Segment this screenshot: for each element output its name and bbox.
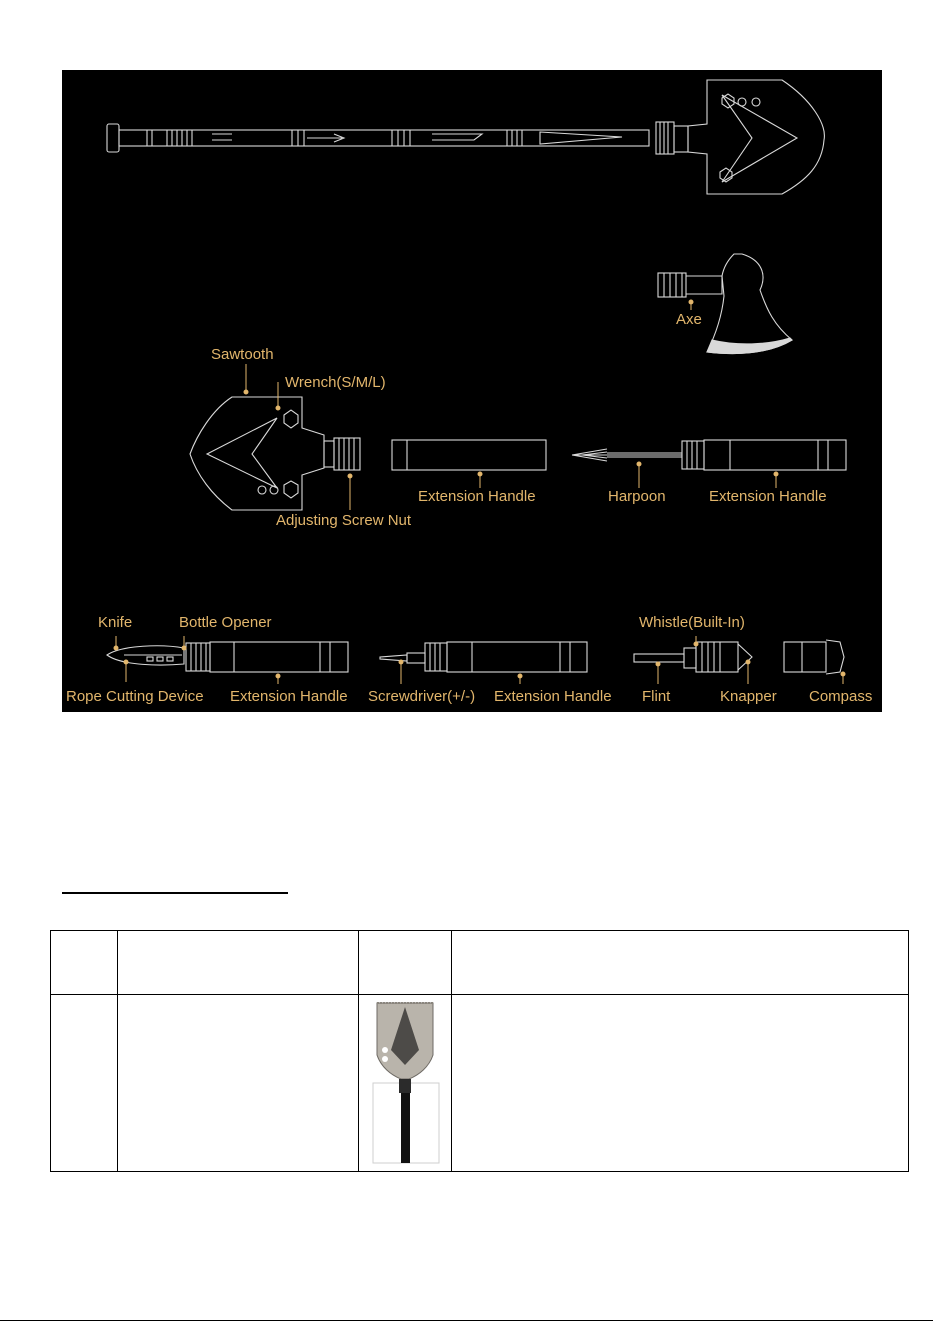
label-screwdriver: Screwdriver(+/-)	[368, 688, 476, 705]
table-row	[51, 995, 909, 1172]
table-cell	[452, 995, 909, 1172]
label-harpoon: Harpoon	[608, 488, 666, 505]
label-adjusting-screw-nut: Adjusting Screw Nut	[276, 512, 412, 529]
table-header-cell	[452, 931, 909, 995]
label-extension-handle-1: Extension Handle	[418, 488, 536, 505]
section-heading-underline	[62, 892, 288, 894]
harpoon-outline	[572, 440, 846, 470]
label-compass: Compass	[809, 688, 873, 705]
label-sawtooth: Sawtooth	[211, 346, 274, 363]
assembled-shovel-outline	[107, 80, 824, 194]
compass-outline	[784, 640, 844, 674]
label-axe: Axe	[676, 311, 702, 328]
table-header-cell	[359, 931, 452, 995]
table-header-row	[51, 931, 909, 995]
shovel-photo	[359, 995, 451, 1167]
table-cell	[51, 995, 118, 1172]
label-rope-cutting-device: Rope Cutting Device	[66, 688, 204, 705]
extension-handle-outline	[392, 440, 546, 470]
axe-outline	[658, 254, 792, 354]
tool-diagram	[62, 70, 882, 712]
label-knife: Knife	[98, 614, 133, 631]
label-bottle-opener: Bottle Opener	[179, 614, 272, 631]
knife-outline	[107, 642, 348, 672]
table-cell	[118, 995, 359, 1172]
table-cell-photo	[359, 995, 452, 1172]
flint-whistle-outline	[634, 642, 752, 672]
label-whistle: Whistle(Built-In)	[639, 614, 745, 631]
label-flint: Flint	[642, 688, 671, 705]
table-header-cell	[51, 931, 118, 995]
page-bottom-rule	[0, 1320, 933, 1321]
label-extension-handle-4: Extension Handle	[494, 688, 612, 705]
parts-table	[50, 930, 909, 1172]
screwdriver-outline	[380, 642, 587, 672]
table-header-cell	[118, 931, 359, 995]
label-extension-handle-2: Extension Handle	[709, 488, 827, 505]
label-wrench: Wrench(S/M/L)	[285, 374, 386, 391]
shovel-head-outline	[190, 397, 360, 510]
label-extension-handle-3: Extension Handle	[230, 688, 348, 705]
label-knapper: Knapper	[720, 688, 777, 705]
